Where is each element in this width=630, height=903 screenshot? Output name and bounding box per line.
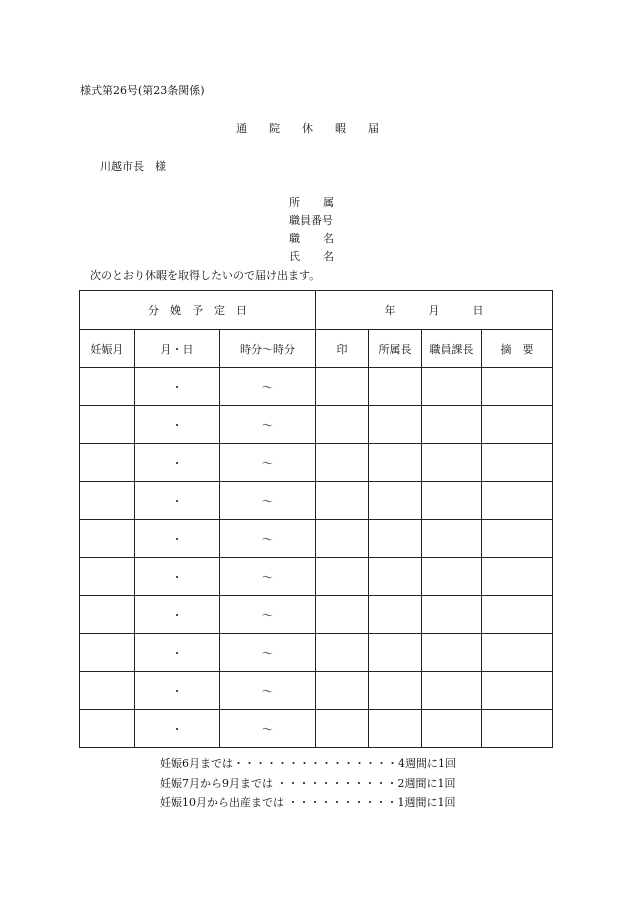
cell-seal[interactable] [316, 596, 369, 634]
cell-pregnancy-month[interactable] [80, 672, 135, 710]
cell-remarks[interactable] [482, 634, 553, 672]
cell-time-range[interactable]: ～ [220, 596, 316, 634]
applicant-field-employee-number [289, 212, 333, 228]
cell-personnel-chief[interactable] [422, 596, 482, 634]
cell-remarks[interactable] [482, 368, 553, 406]
cell-pregnancy-month[interactable] [80, 444, 135, 482]
cell-remarks[interactable] [482, 710, 553, 748]
table-row [80, 634, 553, 672]
cell-month-day[interactable]: ・ [135, 672, 220, 710]
table-row [80, 482, 553, 520]
cell-month-day[interactable]: ・ [135, 710, 220, 748]
cell-seal[interactable] [316, 444, 369, 482]
cell-month-day[interactable]: ・ [135, 406, 220, 444]
cell-seal[interactable] [316, 558, 369, 596]
table-row [80, 368, 553, 406]
cell-time-range[interactable]: ～ [220, 368, 316, 406]
cell-pregnancy-month[interactable] [80, 368, 135, 406]
header-dept-head: 所属長 [369, 330, 422, 368]
cell-month-day[interactable]: ・ [135, 634, 220, 672]
document-title [236, 120, 401, 136]
field-label: 所 [289, 196, 300, 209]
cell-time-range[interactable]: ～ [220, 406, 316, 444]
cell-seal[interactable] [316, 710, 369, 748]
field-label: 名 [323, 232, 334, 245]
cell-seal[interactable] [316, 520, 369, 558]
cell-pregnancy-month[interactable] [80, 710, 135, 748]
field-label: 氏 [289, 250, 300, 263]
header-seal: 印 [316, 330, 369, 368]
header-time-range: 時分～時分 [220, 330, 316, 368]
leave-table [79, 290, 553, 748]
field-label: 名 [323, 250, 334, 263]
cell-month-day[interactable]: ・ [135, 520, 220, 558]
due-date-value[interactable]: 年 月 日 [316, 291, 553, 330]
cell-pregnancy-month[interactable] [80, 406, 135, 444]
cell-dept-head[interactable] [369, 672, 422, 710]
header-personnel-chief: 職員課長 [422, 330, 482, 368]
cell-time-range[interactable]: ～ [220, 672, 316, 710]
cell-month-day[interactable]: ・ [135, 444, 220, 482]
title-char: 届 [368, 122, 379, 135]
cell-personnel-chief[interactable] [422, 634, 482, 672]
field-label: 属 [323, 196, 334, 209]
cell-seal[interactable] [316, 482, 369, 520]
note-line: 妊娠6月までは・・・・・・・・・・・・・・・4週間に1回 [160, 757, 456, 770]
cell-month-day[interactable]: ・ [135, 482, 220, 520]
cell-pregnancy-month[interactable] [80, 596, 135, 634]
cell-remarks[interactable] [482, 482, 553, 520]
cell-personnel-chief[interactable] [422, 368, 482, 406]
applicant-field-position [289, 230, 334, 246]
applicant-field-affiliation [289, 194, 334, 210]
cell-personnel-chief[interactable] [422, 520, 482, 558]
cell-remarks[interactable] [482, 444, 553, 482]
table-row [80, 444, 553, 482]
cell-time-range[interactable]: ～ [220, 710, 316, 748]
cell-dept-head[interactable] [369, 482, 422, 520]
cell-dept-head[interactable] [369, 596, 422, 634]
cell-dept-head[interactable] [369, 406, 422, 444]
note-line: 妊娠7月から9月までは ・・・・・・・・・・・2週間に1回 [160, 777, 456, 790]
cell-time-range[interactable]: ～ [220, 444, 316, 482]
cell-time-range[interactable]: ～ [220, 520, 316, 558]
field-label: 職 [289, 232, 300, 245]
cell-dept-head[interactable] [369, 444, 422, 482]
cell-time-range[interactable]: ～ [220, 482, 316, 520]
form-reference: 様式第26号(第23条関係) [80, 84, 205, 97]
header-remarks: 摘 要 [482, 330, 553, 368]
cell-month-day[interactable]: ・ [135, 368, 220, 406]
cell-personnel-chief[interactable] [422, 482, 482, 520]
title-char: 院 [269, 122, 280, 135]
cell-remarks[interactable] [482, 520, 553, 558]
table-row [80, 710, 553, 748]
cell-seal[interactable] [316, 406, 369, 444]
cell-month-day[interactable]: ・ [135, 558, 220, 596]
table-row [80, 596, 553, 634]
header-row [80, 330, 553, 368]
cell-dept-head[interactable] [369, 368, 422, 406]
due-date-label: 分 娩 予 定 日 [80, 291, 316, 330]
cell-remarks[interactable] [482, 596, 553, 634]
cell-personnel-chief[interactable] [422, 444, 482, 482]
cell-personnel-chief[interactable] [422, 672, 482, 710]
cell-dept-head[interactable] [369, 710, 422, 748]
title-char: 暇 [335, 122, 346, 135]
instruction-text: 次のとおり休暇を取得したいので届け出ます。 [90, 269, 321, 282]
table-row [80, 558, 553, 596]
addressee: 川越市長 様 [100, 160, 166, 173]
table-row [80, 520, 553, 558]
table-row [80, 406, 553, 444]
cell-dept-head[interactable] [369, 634, 422, 672]
title-char: 休 [302, 122, 313, 135]
cell-dept-head[interactable] [369, 558, 422, 596]
cell-pregnancy-month[interactable] [80, 558, 135, 596]
cell-time-range[interactable]: ～ [220, 634, 316, 672]
title-char: 通 [236, 122, 247, 135]
applicant-field-name [289, 248, 334, 264]
cell-pregnancy-month[interactable] [80, 520, 135, 558]
cell-time-range[interactable]: ～ [220, 558, 316, 596]
header-pregnancy-month: 妊娠月 [80, 330, 135, 368]
cell-seal[interactable] [316, 634, 369, 672]
cell-pregnancy-month[interactable] [80, 482, 135, 520]
table-row [80, 672, 553, 710]
cell-remarks[interactable] [482, 672, 553, 710]
cell-seal[interactable] [316, 368, 369, 406]
cell-personnel-chief[interactable] [422, 558, 482, 596]
due-date-row [80, 291, 553, 330]
header-month-day: 月・日 [135, 330, 220, 368]
note-line: 妊娠10月から出産までは ・・・・・・・・・・1週間に1回 [160, 796, 456, 809]
cell-personnel-chief[interactable] [422, 406, 482, 444]
cell-remarks[interactable] [482, 558, 553, 596]
cell-seal[interactable] [316, 672, 369, 710]
cell-remarks[interactable] [482, 406, 553, 444]
cell-dept-head[interactable] [369, 520, 422, 558]
cell-month-day[interactable]: ・ [135, 596, 220, 634]
cell-personnel-chief[interactable] [422, 710, 482, 748]
field-label: 職員番号 [289, 214, 333, 227]
cell-pregnancy-month[interactable] [80, 634, 135, 672]
